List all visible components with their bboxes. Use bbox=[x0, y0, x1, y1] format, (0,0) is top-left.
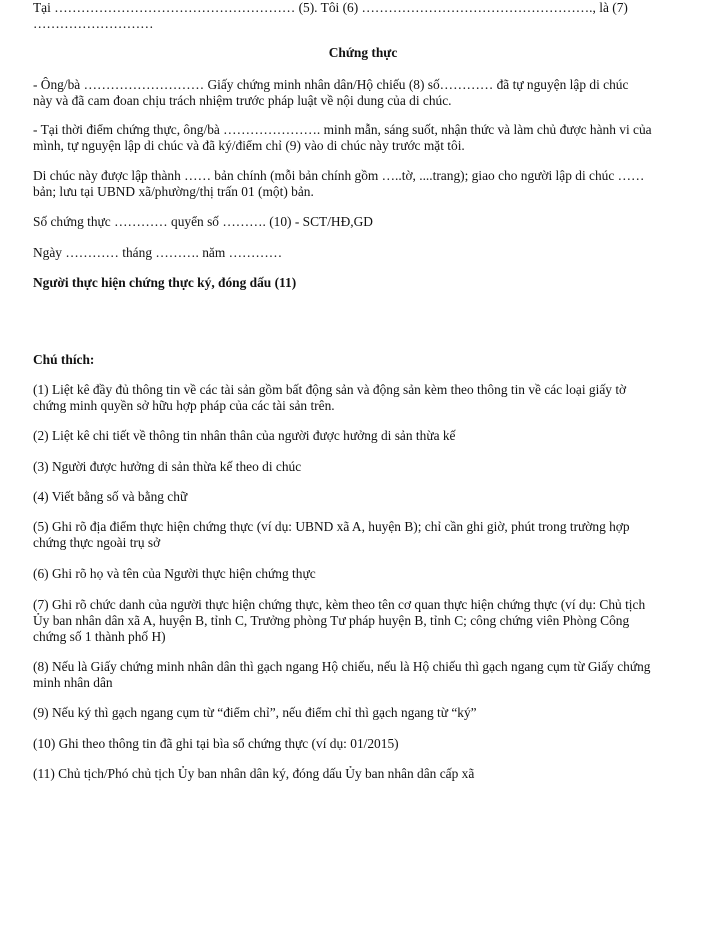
certification-paragraph-3: Di chúc này được lập thành …… bản chính (mỗi bản chính gồm …..tờ, ....trang); giao cho người lập di chúc …… bản; lưu tại UBND xã/phường/thị trấn 01 (một) bản. bbox=[33, 168, 645, 199]
note-2: (2) Liệt kê chi tiết về thông tin nhân thân của người được hưởng di sản thừa kế bbox=[33, 428, 456, 443]
certification-number: Số chứng thực ………… quyển số ………. (10) - SCT/HĐ,GD bbox=[33, 214, 373, 229]
note-4: (4) Viết bằng số và bằng chữ bbox=[33, 489, 188, 504]
note-3: (3) Người được hưởng di sản thừa kế theo di chúc bbox=[33, 459, 302, 474]
note-8: (8) Nếu là Giấy chứng minh nhân dân thì gạch ngang Hộ chiếu, nếu là Hộ chiếu thì gạch ngang cụm từ Giấy chứng minh nhân dân bbox=[33, 659, 651, 690]
note-5: (5) Ghi rõ địa điểm thực hiện chứng thực (ví dụ: UBND xã A, huyện B); chỉ cần ghi giờ, phút trong trường hợp chứng thực ngoài trụ sở bbox=[33, 519, 630, 550]
title-continuation-line: ……………………… bbox=[33, 16, 154, 31]
certification-paragraph-2: - Tại thời điểm chứng thực, ông/bà …………………. minh mẫn, sáng suốt, nhận thức và làm chủ được hành vi của mình, tự nguyện lập di chúc và đã ký/điểm chỉ (9) vào di chúc này trước mặt tôi. bbox=[33, 122, 652, 153]
note-1: (1) Liệt kê đầy đủ thông tin về các tài sản gồm bất động sản và động sản kèm theo thông tin về các loại giấy tờ chứng minh quyền sở hữu hợp pháp của các tài sản trên. bbox=[33, 382, 627, 413]
notes-heading: Chú thích: bbox=[33, 352, 95, 367]
certification-date: Ngày ………… tháng ………. năm ………… bbox=[33, 245, 283, 260]
signer-label: Người thực hiện chứng thực ký, đóng dấu (11) bbox=[33, 275, 297, 290]
note-9: (9) Nếu ký thì gạch ngang cụm từ “điểm chỉ”, nếu điểm chỉ thì gạch ngang từ “ký” bbox=[33, 705, 477, 720]
note-6: (6) Ghi rõ họ và tên của Người thực hiện chứng thực bbox=[33, 566, 316, 581]
place-line: Tại ……………………………………………… (5). Tôi (6) ……………………………………………., là (7) bbox=[33, 0, 628, 15]
note-7: (7) Ghi rõ chức danh của người thực hiện chứng thực, kèm theo tên cơ quan thực hiện chứng thực (ví dụ: Chủ tịch Ủy ban nhân dân xã A, huyện B, tỉnh C, Trưởng phòng Tư pháp huyện B, tỉnh C; công chứng viên Phòng Công chứng số 1 thành phố H) bbox=[33, 597, 646, 644]
note-11: (11) Chủ tịch/Phó chủ tịch Ủy ban nhân dân ký, đóng dấu Ủy ban nhân dân cấp xã bbox=[33, 766, 475, 781]
certification-heading: Chứng thực bbox=[328, 45, 398, 60]
certification-paragraph-1: - Ông/bà ……………………… Giấy chứng minh nhân dân/Hộ chiếu (8) số………… đã tự nguyện lập di chúc này và đã cam đoan chịu trách nhiệm trước pháp luật về nội dung của di chúc. bbox=[33, 77, 629, 108]
note-10: (10) Ghi theo thông tin đã ghi tại bìa sổ chứng thực (ví dụ: 01/2015) bbox=[33, 736, 399, 751]
